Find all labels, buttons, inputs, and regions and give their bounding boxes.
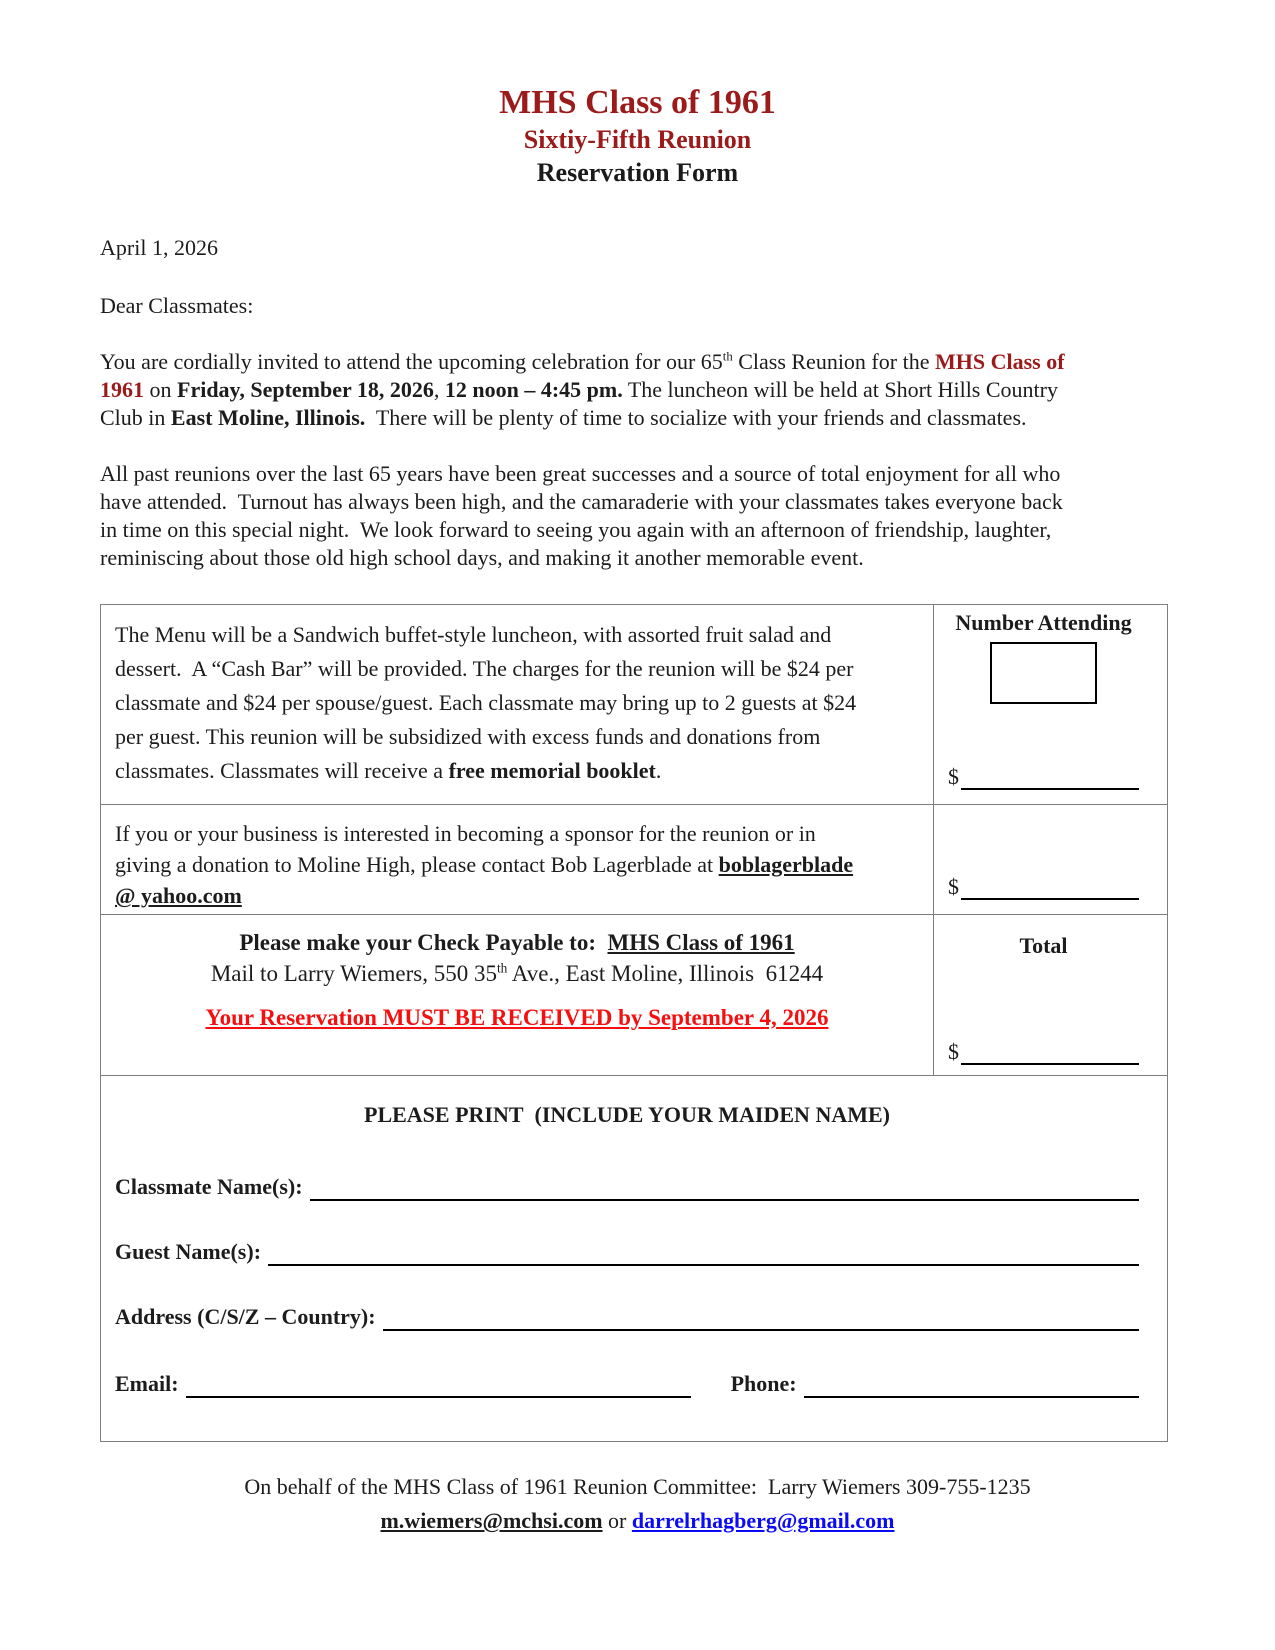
check-payable-row — [101, 915, 1167, 1076]
page-subtitle-form: Reservation Form — [536, 158, 739, 187]
text-run: , — [433, 377, 445, 402]
reservation-deadline-line — [101, 1002, 933, 1033]
reservation-table — [100, 604, 1168, 1442]
number-attending-label: Number Attending — [955, 610, 1132, 635]
menu-row — [101, 605, 1167, 805]
text-run: The Menu will be a Sandwich buffet-style luncheon, with assorted fruit salad and dessert. A “Cash Bar” will be provided. The charges for the reunion will be $24 per classmate and $24 per spouse/guest. Each classmate may bring up to 2 guests at $24 per guest. This reunion will be subsidized with excess funds and donations from classmates. Classmates will receive a — [115, 622, 857, 783]
address-field — [115, 1303, 1139, 1331]
phone-blank[interactable] — [804, 1370, 1139, 1398]
text-run: free memorial booklet — [448, 758, 656, 783]
classmate-name-label: Classmate Name(s): — [115, 1174, 303, 1199]
text-run: If you or your business is interested in becoming a sponsor for the reunion or in giving a donation to Moline High, please contact Bob Lagerblade at — [115, 821, 816, 877]
dollar-sign: $ — [948, 874, 959, 899]
text-run: on — [144, 377, 177, 402]
email-label: Email: — [115, 1371, 179, 1396]
text-run: Your Reservation MUST BE RECEIVED by September 4, 2026 — [205, 1005, 829, 1030]
donation-amount-line — [948, 874, 1139, 900]
sponsor-text — [101, 805, 934, 914]
guest-name-blank[interactable] — [268, 1238, 1139, 1266]
mail-to-line — [101, 958, 933, 989]
contact-emails-line — [0, 1504, 1275, 1538]
email-link-darrelrhagberg[interactable]: darrelrhagberg@gmail.com — [631, 1508, 895, 1533]
check-instructions — [101, 915, 934, 1075]
total-amount-blank[interactable] — [961, 1039, 1139, 1065]
meal-amount-line — [948, 764, 1139, 790]
text-run: Mail to Larry Wiemers, 550 35 — [210, 961, 497, 986]
document-footer — [0, 1470, 1275, 1538]
total-label: Total — [1019, 933, 1068, 958]
classmate-name-blank[interactable] — [310, 1173, 1139, 1201]
page-subtitle-reunion: Sixtiy-Fifth Reunion — [523, 125, 752, 154]
donation-amount-blank[interactable] — [961, 874, 1139, 900]
number-attending-box[interactable] — [990, 642, 1097, 704]
superscript: th — [722, 349, 733, 364]
donation-amount-cell — [934, 805, 1167, 914]
menu-text — [101, 605, 934, 804]
salutation: Dear Classmates: — [100, 293, 254, 318]
guest-name-label: Guest Name(s): — [115, 1239, 262, 1264]
document-header — [0, 0, 1275, 189]
sponsor-email-link[interactable]: boblagerblade @ yahoo.com — [115, 852, 854, 908]
text-run: East Moline, Illinois. — [170, 405, 366, 430]
text-run: MHS Class of 1961 — [607, 930, 795, 955]
text-run: On behalf of the MHS Class of 1961 Reunion Committee: Larry Wiemers 309-755-1235 — [244, 1474, 1031, 1499]
phone-label: Phone: — [730, 1371, 797, 1396]
address-blank[interactable] — [383, 1303, 1139, 1331]
text-run: or — [602, 1508, 632, 1533]
text-run: Class Reunion for the — [732, 349, 935, 374]
total-cell — [934, 915, 1167, 1075]
dollar-sign: $ — [948, 1039, 959, 1064]
date-line: April 1, 2026 — [100, 235, 218, 260]
text-run: Ave., East Moline, Illinois 61244 — [507, 961, 824, 986]
print-info-row — [101, 1101, 1167, 1441]
page-title: MHS Class of 1961 — [499, 84, 776, 121]
text-run: All past reunions over the last 65 years have been great successes and a source of total enjoyment for all who have attended. Turnout has always been high, and the camaraderie with your classmates takes everyone back in time on this special night. We look forward to seeing you again with an afternoon of friendship, laughter, reminiscing about those old high school days, and making it another memorable event. — [100, 461, 1063, 570]
text-run: There will be plenty of time to socialize with your friends and classmates. — [365, 405, 1027, 430]
letter-body — [100, 234, 1085, 572]
text-run: 12 noon – 4:45 pm. — [444, 377, 623, 402]
email-link-mwiemers[interactable]: m.wiemers@mchsi.com — [380, 1508, 603, 1533]
superscript: th — [496, 960, 508, 976]
text-run: You are cordially invited to attend the upcoming celebration for our 65 — [100, 349, 723, 374]
number-attending-cell — [934, 605, 1167, 804]
text-run: The luncheon will be held at Short Hills Country Club in — [100, 377, 1058, 430]
sponsor-row — [101, 805, 1167, 915]
check-payable-line — [101, 927, 933, 958]
address-label: Address (C/S/Z – Country): — [115, 1304, 376, 1329]
text-run: . — [655, 758, 662, 783]
reunions-paragraph — [100, 460, 1085, 572]
text-run: Friday, September 18, 2026 — [177, 377, 434, 402]
meal-amount-blank[interactable] — [961, 764, 1139, 790]
classmate-name-field — [115, 1173, 1139, 1201]
committee-line — [0, 1470, 1275, 1504]
please-print-header: PLEASE PRINT (INCLUDE YOUR MAIDEN NAME) — [364, 1102, 890, 1127]
email-blank[interactable] — [186, 1370, 691, 1398]
text-run: Please make your Check Payable to: — [239, 930, 608, 955]
dollar-sign: $ — [948, 764, 959, 789]
email-phone-field — [115, 1370, 1139, 1398]
text-run: MHS Class of 1961 — [100, 349, 1065, 402]
guest-name-field — [115, 1238, 1139, 1266]
invitation-paragraph — [100, 348, 1085, 432]
total-amount-line — [948, 1039, 1139, 1065]
